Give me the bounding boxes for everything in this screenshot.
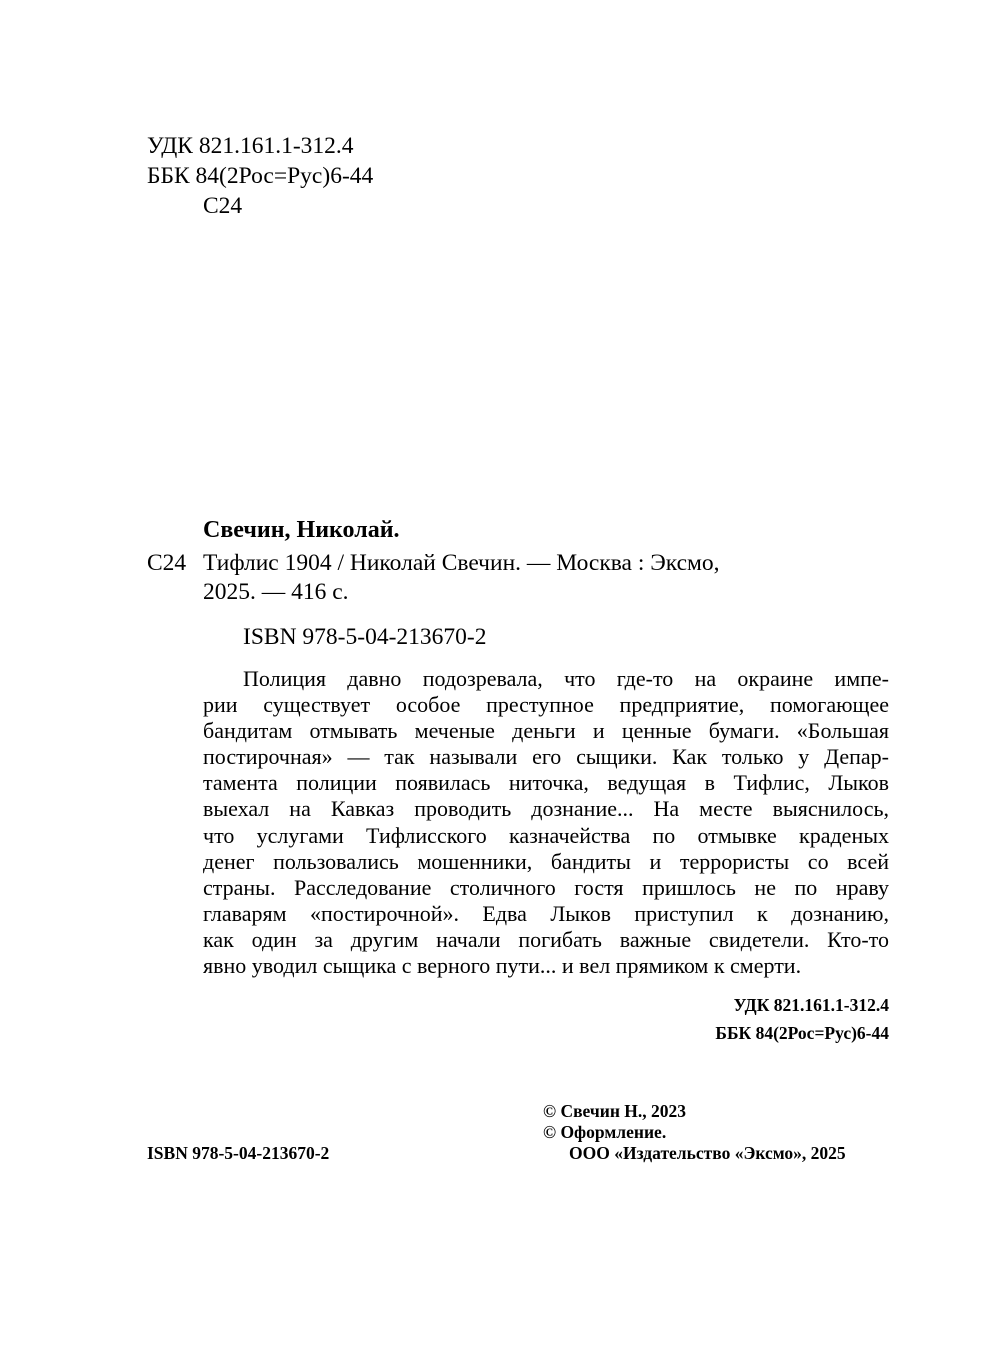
annotation-line: рии существует особое преступное предприятие, помогающее xyxy=(203,692,889,718)
annotation-line: постирочная» — так называли его сыщики. Как только у Депар- xyxy=(203,744,889,770)
annotation-line: Полиция давно подозревала, что где-то на окраине импе- xyxy=(243,666,889,691)
bbk-code-bottom: ББК 84(2Рос=Рус)6-44 xyxy=(715,1023,889,1043)
isbn-record: ISBN 978-5-04-213670-2 xyxy=(243,624,487,650)
udk-code-bottom: УДК 821.161.1-312.4 xyxy=(733,995,889,1015)
isbn-bottom: ISBN 978-5-04-213670-2 xyxy=(147,1143,330,1163)
annotation-paragraph xyxy=(203,666,889,979)
author-mark-top: С24 xyxy=(203,193,243,219)
title-statement-line-2: 2025. — 416 с. xyxy=(203,579,349,605)
title-statement-line-1: Тифлис 1904 / Николай Свечин. — Москва : Эксмо, xyxy=(203,550,720,576)
bbk-code-top: ББК 84(2Рос=Рус)6-44 xyxy=(147,163,374,189)
author-mark-record: С24 xyxy=(147,550,187,576)
annotation-line: как один за другим начали погибать важные свидетели. Кто-то xyxy=(203,926,889,952)
annotation-line: бандитам отмывать меченые деньги и ценные бумаги. «Большая xyxy=(203,718,889,744)
annotation-line: что услугами Тифлисского казначейства по отмывке краденых xyxy=(203,822,889,848)
udk-code-top: УДК 821.161.1-312.4 xyxy=(147,133,354,159)
copyright-author: © Свечин Н., 2023 xyxy=(543,1101,687,1121)
annotation-line: выехал на Кавказ проводить дознание... На месте выяснилось, xyxy=(203,796,889,822)
annotation-line: явно уводил сыщика с верного пути... и вел прямиком к смерти. xyxy=(203,953,802,979)
author-heading: Свечин, Николай. xyxy=(203,517,400,543)
annotation-line: денег пользовались мошенники, бандиты и террористы со всей xyxy=(203,848,889,874)
publisher-imprint: ООО «Издательство «Эксмо», 2025 xyxy=(569,1143,846,1163)
annotation-line: главарям «постирочной». Едва Лыков приступил к дознанию, xyxy=(203,900,889,926)
annotation-line: страны. Расследование столичного гостя пришлось не по нраву xyxy=(203,874,889,900)
copyright-design: © Оформление. xyxy=(543,1122,667,1142)
annotation-line: тамента полиции появилась ниточка, ведущая в Тифлис, Лыков xyxy=(203,770,889,796)
